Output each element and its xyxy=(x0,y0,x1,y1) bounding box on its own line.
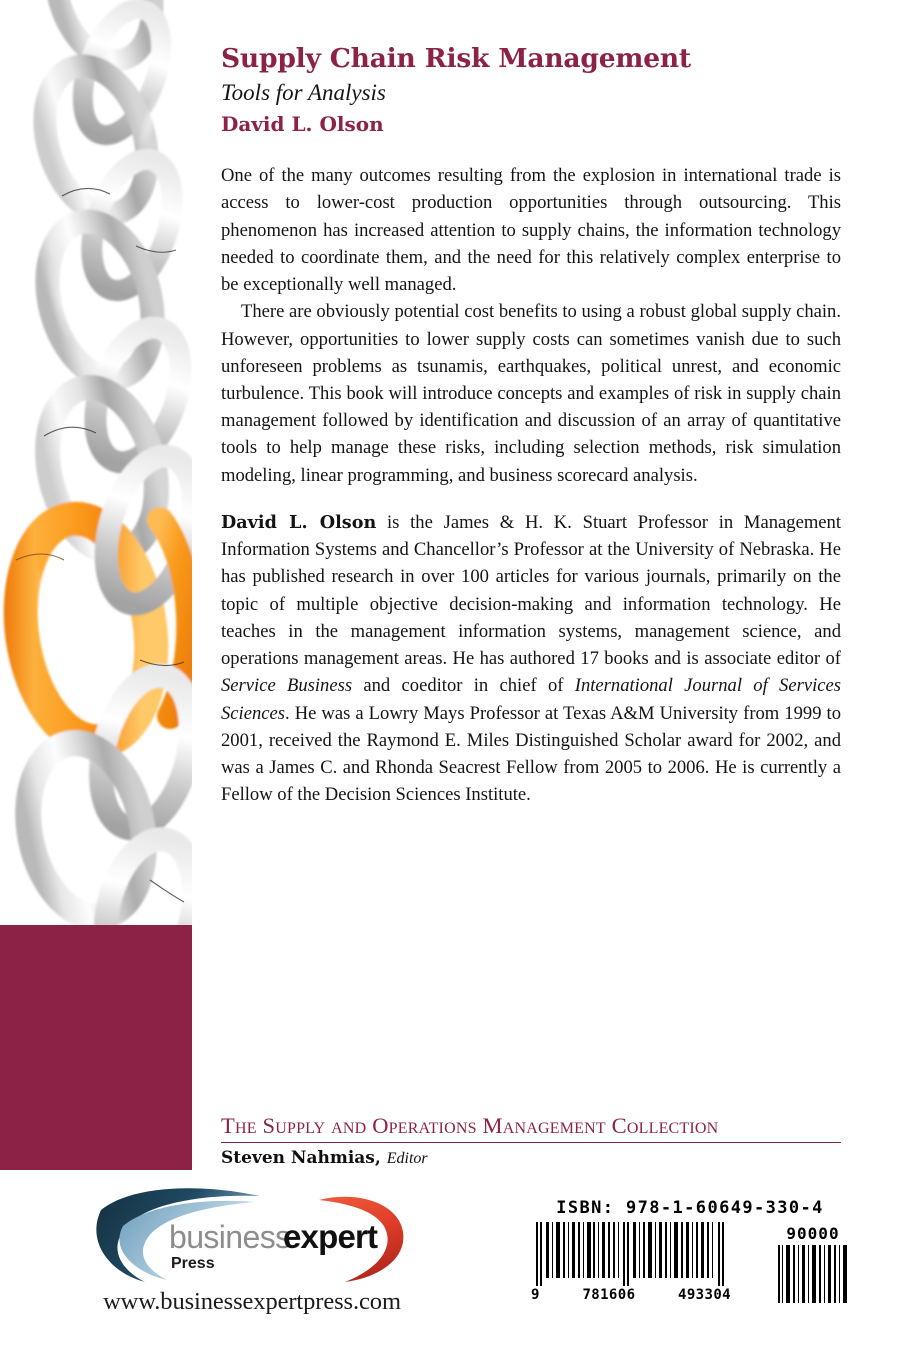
author-bio-segment-3: . He was a Lowry Mays Professor at Texas A&M University from 1999 to 2001, received the Raymond E. Miles Distinguished Scholar award for 2002, and was a James C. and Rhonda Seacrest Fellow from 2005 to 2006. He is currently a Fellow of the Decision Sciences Institute. xyxy=(221,702,841,806)
barcode-block xyxy=(530,1198,850,1303)
chain-artwork xyxy=(0,0,192,925)
logo-word-business: business xyxy=(169,1219,291,1255)
maroon-color-block xyxy=(0,925,192,1170)
ean5-bars xyxy=(776,1245,850,1303)
ean5-addon-barcode xyxy=(776,1224,850,1303)
author-bio xyxy=(221,509,841,809)
collection-title: The Supply and Operations Management Collection xyxy=(221,1113,841,1143)
collection-editor-role: Editor xyxy=(386,1150,428,1167)
author-bio-segment-1: is the James & H. K. Stuart Professor in Management Information Systems and Chancellor’s Professor at the University of Nebraska. He has published research in over 100 articles for various journals, primarily on the topic of multiple objective decision-making and information technology. He teaches in the management information systems, management science, and operations management areas. He has authored 17 books and is associate editor of xyxy=(221,511,841,670)
addon-digits: 90000 xyxy=(786,1224,840,1243)
ean-group-1: 781606 xyxy=(582,1287,636,1303)
book-author: David L. Olson xyxy=(221,112,384,137)
ean-group-2: 493304 xyxy=(678,1287,731,1303)
author-bio-name: David L. Olson xyxy=(221,511,377,533)
book-subtitle: Tools for Analysis xyxy=(221,79,386,105)
publisher-logo-block xyxy=(52,1186,452,1316)
collection-editor xyxy=(221,1148,841,1168)
business-expert-press-logo xyxy=(87,1186,417,1286)
ean-left-digit: 9 xyxy=(531,1287,540,1303)
blurb-paragraph-2: There are obviously potential cost benefits to using a robust global supply chain. However, opportunities to lower supply costs can sometimes vanish due to such unforeseen problems as tsunamis, earthquakes, political unrest, and economic turbulence. This book will introduce concepts and examples of risk in supply chain management followed by identification and discussion of an array of quantitative tools to help manage these risks, including selection methods, risk simulation modeling, linear programming, and business scorecard analysis. xyxy=(221,301,841,486)
chain-links-illustration xyxy=(0,0,192,925)
isbn-text: ISBN: 978-1-60649-330-4 xyxy=(556,1198,824,1218)
author-bio-journal-1: Service Business xyxy=(221,675,353,697)
ean13-bars xyxy=(530,1222,732,1286)
series-collection-block xyxy=(221,1113,841,1168)
collection-editor-name: Steven Nahmias, xyxy=(221,1148,381,1168)
ean13-barcode xyxy=(530,1222,732,1303)
author-bio-journal-2: International Journal of Services Sciences xyxy=(221,675,842,724)
blurb-paragraph-1: One of the many outcomes resulting from the explosion in international trade is access to lower-cost production opportunities through outsourcing. This phenomenon has increased attention to supply chains, the information technology needed to coordinate them, and the need for this relatively complex enterprise to be exceptionally well managed. xyxy=(221,165,841,296)
logo-word-expert: expert xyxy=(283,1218,378,1255)
paragraph-spacer xyxy=(221,489,841,509)
logo-word-press: Press xyxy=(171,1255,215,1272)
ean13-digits xyxy=(530,1287,732,1303)
publisher-url: www.businessexpertpress.com xyxy=(103,1288,401,1315)
barcode-group xyxy=(530,1222,850,1303)
author-bio-segment-2: and coeditor in chief of xyxy=(352,675,575,697)
cover-text-column xyxy=(221,44,841,809)
book-title: Supply Chain Risk Management xyxy=(221,43,691,74)
